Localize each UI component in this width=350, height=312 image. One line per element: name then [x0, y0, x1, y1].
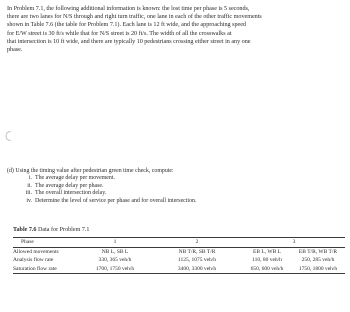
table-header-row	[13, 238, 345, 248]
item-text: Determine the level of service per phase and for overall intersection.	[35, 197, 197, 204]
question-item	[21, 190, 343, 197]
header-phase-2: 2	[195, 239, 199, 245]
item-text: The average delay per phase.	[35, 182, 104, 189]
header-phase: Phase	[21, 239, 34, 245]
text-cursor-icon	[4, 130, 12, 142]
question-item	[21, 198, 343, 205]
table-row	[13, 256, 345, 265]
intro-line: shown in Table 7.6 (the table for Problem 7.1). Each lane is 12 ft wide, and the approaching speed	[7, 22, 246, 29]
table-cell: 330, 365 veh/h	[98, 257, 132, 264]
intro-line: that intersection is 10 ft wide, and there are typically 10 pedestrians crossing either street in any one	[7, 38, 251, 45]
row-label: Allowed movements	[13, 248, 59, 255]
item-number: iii.	[25, 190, 32, 197]
intro-line: phase.	[7, 47, 23, 54]
item-text: The average delay per movement.	[35, 175, 115, 182]
question-item	[21, 175, 343, 182]
item-number: iv.	[26, 197, 32, 204]
item-number: ii.	[27, 182, 32, 189]
table-cell: 250, 285 veh/h	[301, 257, 335, 264]
table-cell: 650, 600 veh/h	[250, 265, 284, 272]
table-cell: EB T/R, WB T/R	[298, 248, 338, 255]
question-list	[7, 175, 343, 205]
header-phase-1: 1	[113, 239, 117, 245]
table-caption-text: Data for Problem 7.1	[36, 227, 90, 233]
table-cell: 3400, 3300 veh/h	[177, 265, 217, 272]
table-row	[13, 265, 345, 274]
table-cell: 110, 80 veh/h	[252, 257, 282, 264]
table-caption-number: Table 7.6	[13, 227, 37, 233]
problem-intro-paragraph	[7, 5, 343, 54]
item-number: i.	[28, 175, 32, 182]
problem-data-table	[13, 237, 345, 274]
data-table-block	[13, 226, 345, 274]
question-item	[21, 183, 343, 190]
intro-line: there are two lanes for N/S through and right turn traffic, one lane in each of the other traffic movements	[7, 14, 262, 21]
intro-line: In Problem 7.1, the following additional information is known: the lost time per phase is 5 seconds,	[7, 6, 250, 12]
table-caption	[13, 226, 345, 234]
header-phase-3: 3	[292, 239, 296, 245]
table-cell: 1750, 1800 veh/h	[298, 265, 338, 272]
item-text: The overall intersection delay.	[35, 190, 107, 197]
table-cell: 1700, 1750 veh/h	[95, 265, 135, 272]
row-label: Saturation flow rate	[13, 265, 57, 272]
table-cell: NB T/R, SB T/R	[178, 248, 216, 255]
table-cell: 1125, 1075 veh/h	[177, 257, 217, 264]
table-row	[13, 247, 345, 256]
table-cell: EB L, WB L	[252, 248, 281, 255]
question-d	[7, 168, 343, 205]
question-lead: (d) Using the timing value after pedestrian green time check, compute:	[7, 168, 174, 174]
intro-line: for E/W street is 30 ft/s while that for N/S street is 20 ft/s. The width of all the crosswalks at	[7, 30, 232, 37]
row-label: Analysis flow rate	[13, 257, 54, 264]
table-cell: NB L, SB L	[101, 248, 129, 255]
